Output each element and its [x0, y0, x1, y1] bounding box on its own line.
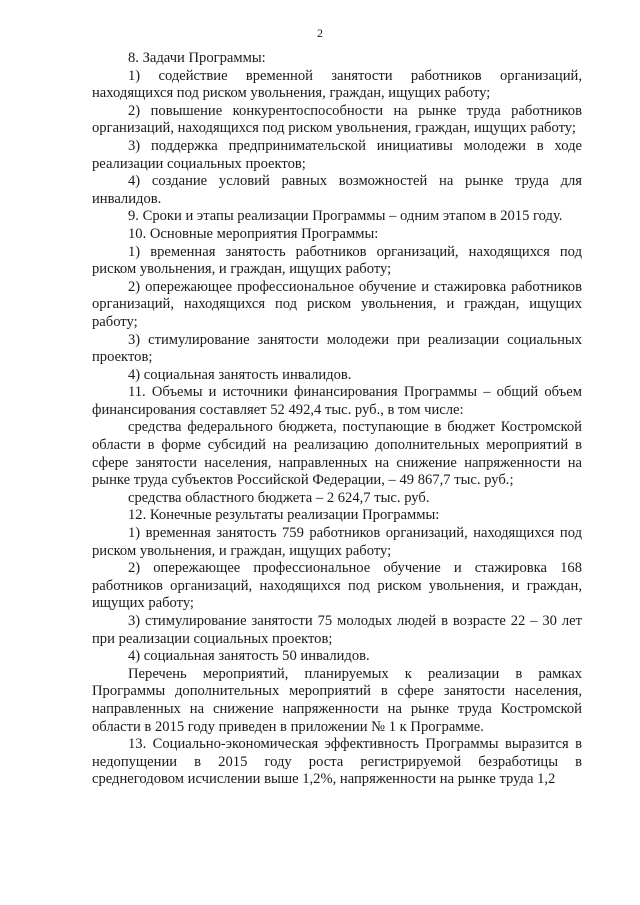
- paragraph-task-1: 1) содействие временной занятости работников организаций, находящихся под риском увольнения, граждан, ищущих работу;: [92, 67, 582, 102]
- paragraph-section-12-heading: 12. Конечные результаты реализации Программы:: [128, 507, 440, 524]
- page-number: 2: [317, 26, 323, 40]
- paragraph-section-9: 9. Сроки и этапы реализации Программы – одним этапом в 2015 году.: [128, 208, 563, 225]
- paragraph-result-4: 4) социальная занятость 50 инвалидов.: [128, 648, 370, 665]
- paragraph-result-2: 2) опережающее профессиональное обучение и стажировка 168 работников организаций, находящихся под риском увольнения, и граждан, ищущих работу;: [92, 560, 582, 612]
- paragraph-activity-2: 2) опережающее профессиональное обучение и стажировка работников организаций, находящихся под риском увольнения, и граждан, ищущих работу;: [92, 278, 582, 330]
- paragraph-regional-budget: средства областного бюджета – 2 624,7 тыс. руб.: [128, 489, 430, 506]
- paragraph-task-3: 3) поддержка предпринимательской инициативы молодежи в ходе реализации социальных проектов;: [92, 137, 582, 172]
- paragraph-activity-3: 3) стимулирование занятости молодежи при реализации социальных проектов;: [92, 331, 582, 366]
- paragraph-section-10-heading: 10. Основные мероприятия Программы:: [128, 225, 379, 242]
- paragraph-activity-4: 4) социальная занятость инвалидов.: [128, 366, 352, 383]
- paragraph-section-11: 11. Объемы и источники финансирования Программы – общий объем финансирования составляет 52 492,4 тыс. руб., в том числе:: [92, 384, 582, 418]
- paragraph-result-1: 1) временная занятость 759 работников организаций, находящихся под риском увольнения, и граждан, ищущих работу;: [92, 525, 582, 559]
- paragraph-section-13: 13. Социально-экономическая эффективность Программы выразится в недопущении в 2015 году роста регистрируемой безработицы в среднегодовом исчислении выше 1,2%, напряженности на рынке труда 1,2: [92, 736, 582, 788]
- paragraph-section-8-heading: 8. Задачи Программы:: [128, 50, 266, 66]
- paragraph-activities-list: Перечень мероприятий, планируемых к реализации в рамках Программы дополнительных мероприятий в сфере занятости населения, направленных на снижение напряженности на рынке труда Костромской области в 2015 году приведен в приложении № 1 к Программе.: [92, 665, 582, 735]
- paragraph-activity-1: 1) временная занятость работников организаций, находящихся под риском увольнения, и граждан, ищущих работу;: [92, 243, 582, 278]
- paragraph-result-3: 3) стимулирование занятости 75 молодых людей в возрасте 22 – 30 лет при реализации социальных проектов;: [92, 613, 582, 647]
- paragraph-task-4: 4) создание условий равных возможностей на рынке труда для инвалидов.: [92, 173, 582, 207]
- document-body: [92, 50, 582, 789]
- paragraph-task-2: 2) повышение конкурентоспособности на рынке труда работников организаций, находящихся под риском увольнения, граждан, ищущих работу;: [92, 102, 582, 137]
- paragraph-federal-budget: средства федерального бюджета, поступающие в бюджет Костромской области в форме субсидий на реализацию дополнительных мероприятий в сфере занятости населения, направленных на снижение напряженности на рынке труда субъектов Российской Федерации, – 49 867,7 тыс. руб.;: [92, 419, 582, 489]
